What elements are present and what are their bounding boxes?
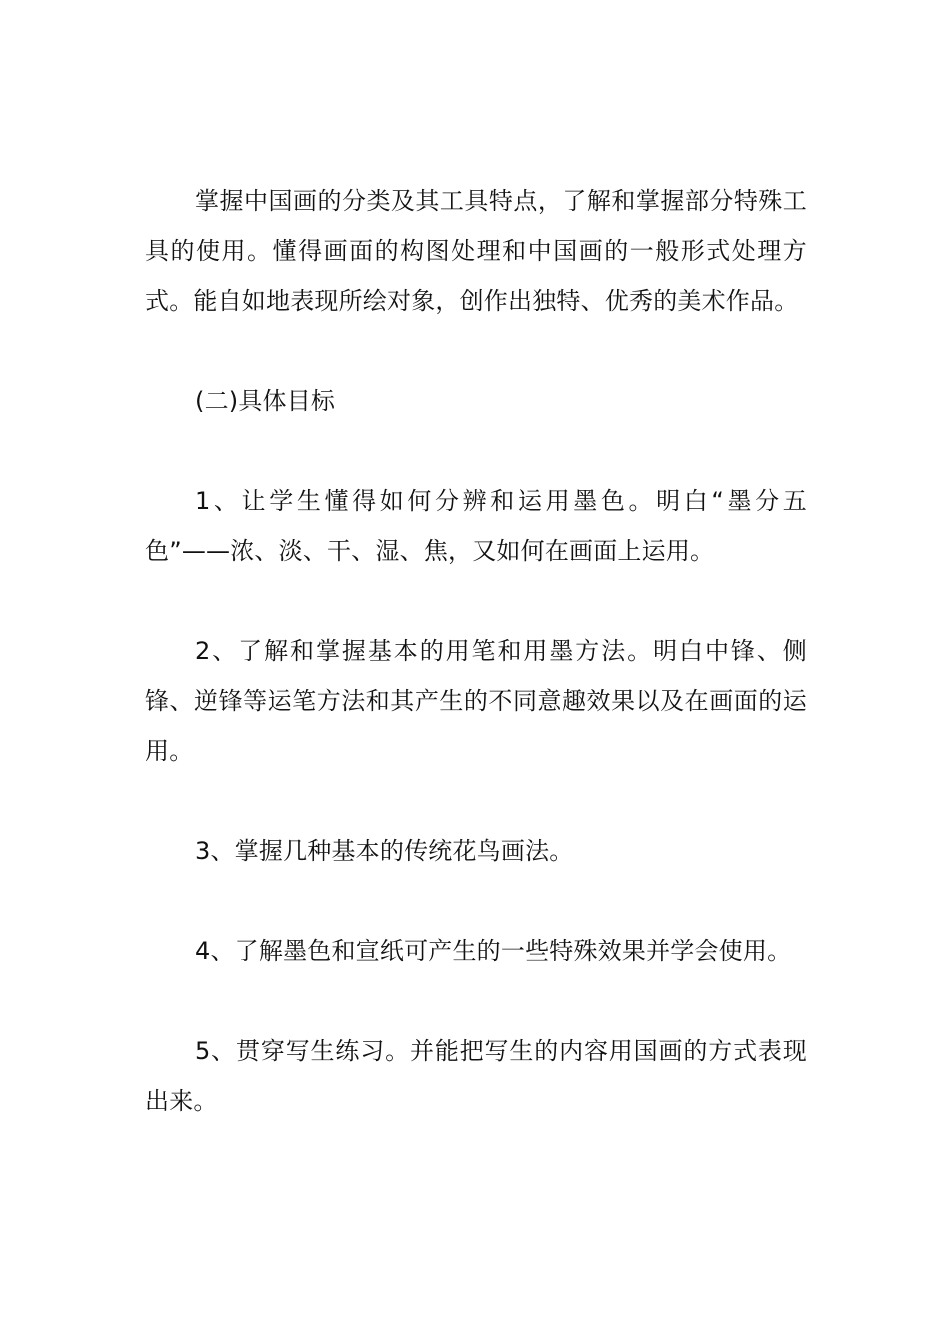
goal-item-5: 5、贯穿写生练习。并能把写生的内容用国画的方式表现出来。 (145, 1037, 807, 1115)
section-heading-specific-goals: (二)具体目标 (195, 387, 336, 415)
document-body (145, 176, 807, 1126)
goal-item-3: 3、掌握几种基本的传统花鸟画法。 (195, 837, 574, 865)
goal-item-4: 4、了解墨色和宣纸可产生的一些特殊效果并学会使用。 (195, 937, 792, 965)
paragraph-overview: 掌握中国画的分类及其工具特点，了解和掌握部分特殊工具的使用。懂得画面的构图处理和中国画的一般形式处理方式。能自如地表现所绘对象，创作出独特、优秀的美术作品。 (145, 187, 807, 315)
goal-item-1: 1、让学生懂得如何分辨和运用墨色。明白“墨分五色”——浓、淡、干、湿、焦，又如何在画面上运用。 (145, 487, 807, 565)
goal-item-2: 2、了解和掌握基本的用笔和用墨方法。明白中锋、侧锋、逆锋等运笔方法和其产生的不同意趣效果以及在画面的运用。 (145, 637, 807, 765)
